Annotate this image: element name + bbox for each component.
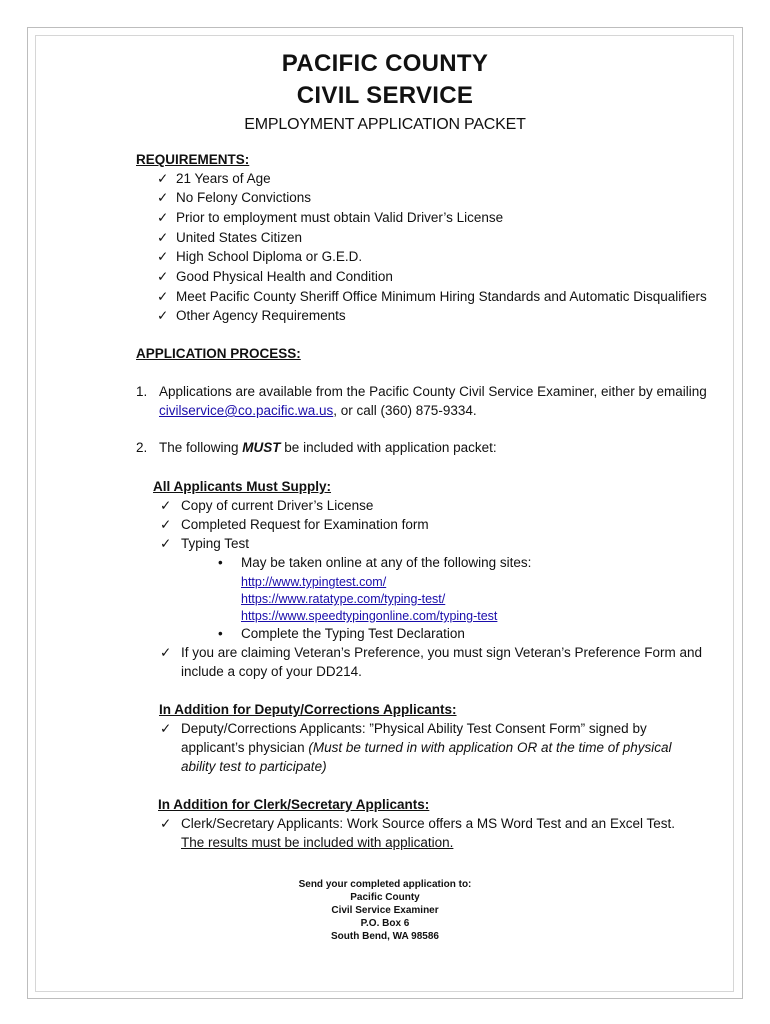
email-link[interactable]: civilservice@co.pacific.wa.us [159, 403, 334, 418]
requirement-item: United States Citizen [176, 230, 303, 245]
deputy-line-2-pre: applicant’s physician [181, 740, 309, 755]
check-icon: ✓ [157, 210, 169, 225]
applicant-item: Copy of current Driver’s License [181, 498, 374, 513]
requirement-item: 21 Years of Age [176, 171, 271, 186]
requirement-item: Meet Pacific County Sheriff Office Minimum Hiring Standards and Automatic Disqualifiers [176, 289, 707, 304]
check-icon: ✓ [157, 249, 169, 264]
check-icon: ✓ [157, 190, 169, 205]
check-icon: ✓ [160, 498, 172, 513]
footer-line-5: South Bend, WA 98586 [331, 931, 439, 942]
requirement-item: High School Diploma or G.E.D. [176, 249, 363, 264]
bullet-icon: • [218, 626, 223, 641]
step-1-text: Applications are available from the Pacific County Civil Service Examiner, either by emailing [159, 384, 707, 399]
footer-line-3: Civil Service Examiner [331, 905, 439, 916]
title-line-1: PACIFIC COUNTY [281, 50, 489, 77]
check-icon: ✓ [157, 230, 169, 245]
step-2-post: be included with application packet: [280, 440, 497, 455]
typingtest-link[interactable]: http://www.typingtest.com/ [241, 575, 387, 589]
step-2-number: 2. [136, 440, 148, 455]
requirement-item: Other Agency Requirements [176, 308, 346, 323]
subtitle: EMPLOYMENT APPLICATION PACKET [244, 116, 526, 133]
applicant-item: Typing Test [181, 536, 250, 551]
applicant-item: Completed Request for Examination form [181, 517, 429, 532]
bullet-icon: • [218, 555, 223, 570]
deputy-line-2-italic: (Must be turned in with application OR at the time of physical [308, 740, 672, 755]
application-process-heading: APPLICATION PROCESS: [136, 346, 301, 361]
check-icon: ✓ [160, 536, 172, 551]
clerk-heading: In Addition for Clerk/Secretary Applicants: [158, 797, 430, 812]
footer-line-2: Pacific County [350, 892, 420, 903]
typing-test-sites-label: May be taken online at any of the following sites: [241, 555, 532, 570]
step-1-contact [159, 402, 477, 420]
requirement-item: Prior to employment must obtain Valid Driver’s License [176, 210, 504, 225]
veteran-item-line2: include a copy of your DD214. [181, 664, 362, 679]
title-line-2: CIVIL SERVICE [296, 82, 474, 109]
deputy-heading: In Addition for Deputy/Corrections Applicants: [159, 702, 457, 717]
requirements-heading: REQUIREMENTS: [136, 152, 250, 167]
check-icon: ✓ [157, 269, 169, 284]
check-icon: ✓ [160, 816, 172, 831]
step-1-number: 1. [136, 384, 148, 399]
footer-line-4: P.O. Box 6 [360, 918, 410, 929]
requirement-item: Good Physical Health and Condition [176, 269, 393, 284]
check-icon: ✓ [160, 645, 172, 660]
check-icon: ✓ [157, 289, 169, 304]
ratatype-link[interactable]: https://www.ratatype.com/typing-test/ [241, 592, 446, 606]
all-applicants-heading: All Applicants Must Supply: [153, 479, 332, 494]
deputy-line-3: ability test to participate) [181, 759, 327, 774]
check-icon: ✓ [157, 171, 169, 186]
step-2-must: MUST [242, 440, 281, 455]
veteran-item-line1: If you are claiming Veteran’s Preference, you must sign Veteran’s Preference Form and [181, 645, 703, 660]
check-icon: ✓ [157, 308, 169, 323]
clerk-line-2: The results must be included with application. [181, 835, 454, 850]
requirement-item: No Felony Convictions [176, 190, 312, 205]
step-2-text [159, 439, 497, 457]
typing-declaration-item: Complete the Typing Test Declaration [241, 626, 465, 641]
step-1-phone: , or call (360) 875-9334. [333, 403, 477, 418]
deputy-line-2 [181, 739, 672, 757]
clerk-line-1: Clerk/Secretary Applicants: Work Source offers a MS Word Test and an Excel Test. [181, 816, 675, 831]
speedtyping-link[interactable]: https://www.speedtypingonline.com/typing-test [241, 609, 498, 623]
footer-line-1: Send your completed application to: [298, 879, 472, 890]
step-2-pre: The following [159, 440, 243, 455]
check-icon: ✓ [160, 517, 172, 532]
check-icon: ✓ [160, 721, 172, 736]
deputy-line-1: Deputy/Corrections Applicants: ”Physical Ability Test Consent Form” signed by [181, 721, 647, 736]
